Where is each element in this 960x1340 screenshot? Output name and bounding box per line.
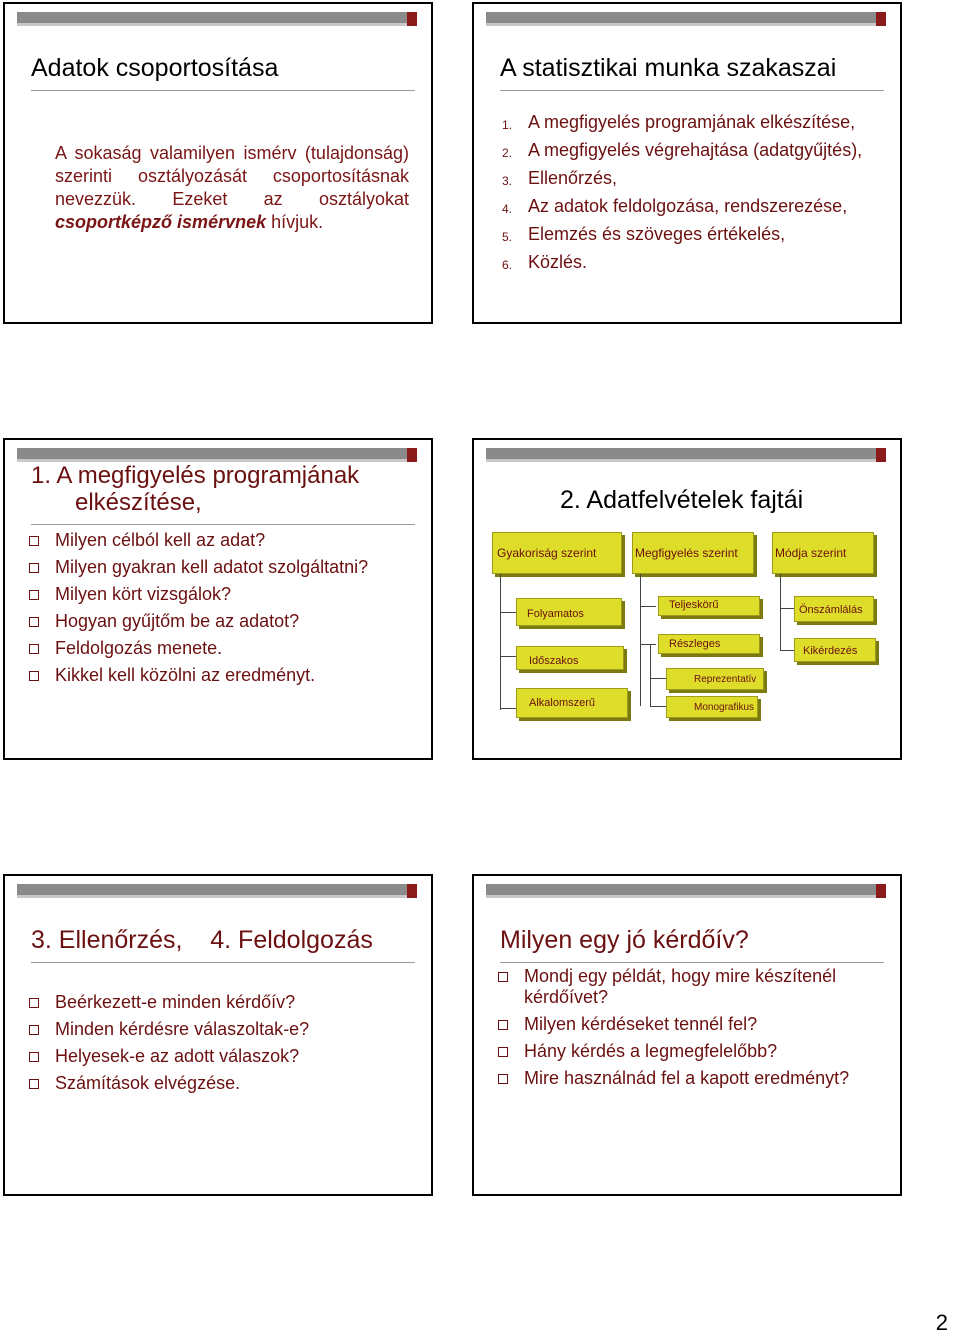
square-bullet-icon <box>29 617 39 627</box>
slide-4 <box>472 438 902 760</box>
square-bullet-icon <box>498 1047 508 1057</box>
bullet-item: Minden kérdésre válaszoltak-e? <box>29 1019 309 1040</box>
diagram-box-alkalomszeru: Alkalomszerű <box>516 688 628 718</box>
connector <box>780 574 781 650</box>
square-bullet-icon <box>29 1025 39 1035</box>
diagram-box-reprezentativ: Reprezentatív <box>666 668 764 690</box>
bullet-item: Helyesek-e az adott válaszok? <box>29 1046 309 1067</box>
slide-title: 2. Adatfelvételek fajtái <box>560 486 804 514</box>
slide-5 <box>3 874 433 1196</box>
bullet-item: Kikkel kell közölni az eredményt. <box>29 665 368 686</box>
checklist <box>29 992 309 1100</box>
connector <box>780 650 794 651</box>
bullet-item: Milyen kérdéseket tennél fel? <box>498 1014 878 1035</box>
connector <box>500 574 501 710</box>
slide-title: A statisztikai munka szakaszai <box>500 54 884 91</box>
bullet-item: Számítások elvégzése. <box>29 1073 309 1094</box>
page-number: 2 <box>935 1310 948 1335</box>
slide-title: Milyen egy jó kérdőív? <box>500 926 884 963</box>
connector <box>500 612 516 613</box>
connector <box>640 574 641 706</box>
step-item: 5. Elemzés és szöveges értékelés, <box>502 224 786 244</box>
diagram-box-reszleges: Részleges <box>658 634 760 654</box>
bullet-item: Feldolgozás menete. <box>29 638 368 659</box>
bullet-item: Hogyan gyűjtőm be az adatot? <box>29 611 368 632</box>
square-bullet-icon <box>498 1074 508 1084</box>
slide-paragraph: A sokaság valamilyen ismérv (tulajdonság) szerinti osztályozását csoportosításnak nevezzük. Ezeket az osztályokat csoportképző ismérvnek hívjuk. <box>55 143 409 232</box>
connector <box>650 644 651 706</box>
slide-top-bar <box>17 884 417 898</box>
connector <box>640 644 656 645</box>
step-item: 4. Az adatok feldolgozása, rendszerezése, <box>502 196 848 216</box>
slide-3 <box>3 438 433 760</box>
diagram-box-onszamlalas: Önszámlálás <box>794 596 874 622</box>
slide-title: Adatok csoportosítása <box>31 54 415 91</box>
step-item: 3. Ellenőrzés, <box>502 168 618 188</box>
slide-title: 3. Ellenőrzés, 4. Feldolgozás <box>31 926 415 963</box>
emphasis: ismérvnek <box>177 212 267 232</box>
emphasis: csoportképző <box>55 212 173 232</box>
square-bullet-icon <box>29 1052 39 1062</box>
slide-top-bar <box>17 12 417 26</box>
slide-top-bar <box>486 884 886 898</box>
slide-title: 1. A megfigyelés programjának elkészítése, <box>31 462 415 525</box>
step-item: 2. A megfigyelés végrehajtása (adatgyűjtés), <box>502 140 863 160</box>
diagram-box-monografikus: Monografikus <box>666 696 758 718</box>
bullet-item: Milyen gyakran kell adatot szolgáltatni? <box>29 557 368 578</box>
diagram-box-idoszakos: Időszakos <box>516 646 624 670</box>
slide-1 <box>3 2 433 324</box>
question-list <box>29 530 368 692</box>
bullet-item: Hány kérdés a legmegfelelőbb? <box>498 1041 878 1062</box>
question-list <box>498 966 878 1095</box>
diagram-box-kikerdezes: Kikérdezés <box>794 638 876 662</box>
square-bullet-icon <box>29 563 39 573</box>
square-bullet-icon <box>29 644 39 654</box>
slide-top-bar <box>486 448 886 462</box>
slide-6 <box>472 874 902 1196</box>
diagram-header-mode: Módja szerint <box>772 532 874 574</box>
diagram-header-frequency: Gyakoriság szerint <box>492 532 622 574</box>
steps-list <box>502 112 862 280</box>
square-bullet-icon <box>29 536 39 546</box>
square-bullet-icon <box>498 972 508 982</box>
connector <box>640 606 656 607</box>
square-bullet-icon <box>29 671 39 681</box>
bullet-item: Milyen célból kell az adat? <box>29 530 368 551</box>
step-item: 6. Közlés. <box>502 252 588 272</box>
slide-2 <box>472 2 902 324</box>
connector <box>500 708 516 709</box>
square-bullet-icon <box>29 590 39 600</box>
square-bullet-icon <box>29 1079 39 1089</box>
diagram-header-observation: Megfigyelés szerint <box>632 532 754 574</box>
connector <box>500 656 516 657</box>
bullet-item: Mire használnád fel a kapott eredményt? <box>498 1068 878 1089</box>
slide-top-bar <box>17 448 417 462</box>
diagram-box-folyamatos: Folyamatos <box>516 598 622 626</box>
slide-top-bar <box>486 12 886 26</box>
bullet-item: Beérkezett-e minden kérdőív? <box>29 992 309 1013</box>
step-item: 1. A megfigyelés programjának elkészítése, <box>502 112 856 132</box>
bullet-item: Milyen kört vizsgálok? <box>29 584 368 605</box>
bullet-item: Mondj egy példát, hogy mire készítenél kérdőívet? <box>498 966 878 1008</box>
diagram-box-teljeskoru: Teljeskörű <box>658 596 760 616</box>
square-bullet-icon <box>498 1020 508 1030</box>
square-bullet-icon <box>29 998 39 1008</box>
connector <box>650 706 666 707</box>
connector <box>650 678 666 679</box>
connector <box>780 608 794 609</box>
